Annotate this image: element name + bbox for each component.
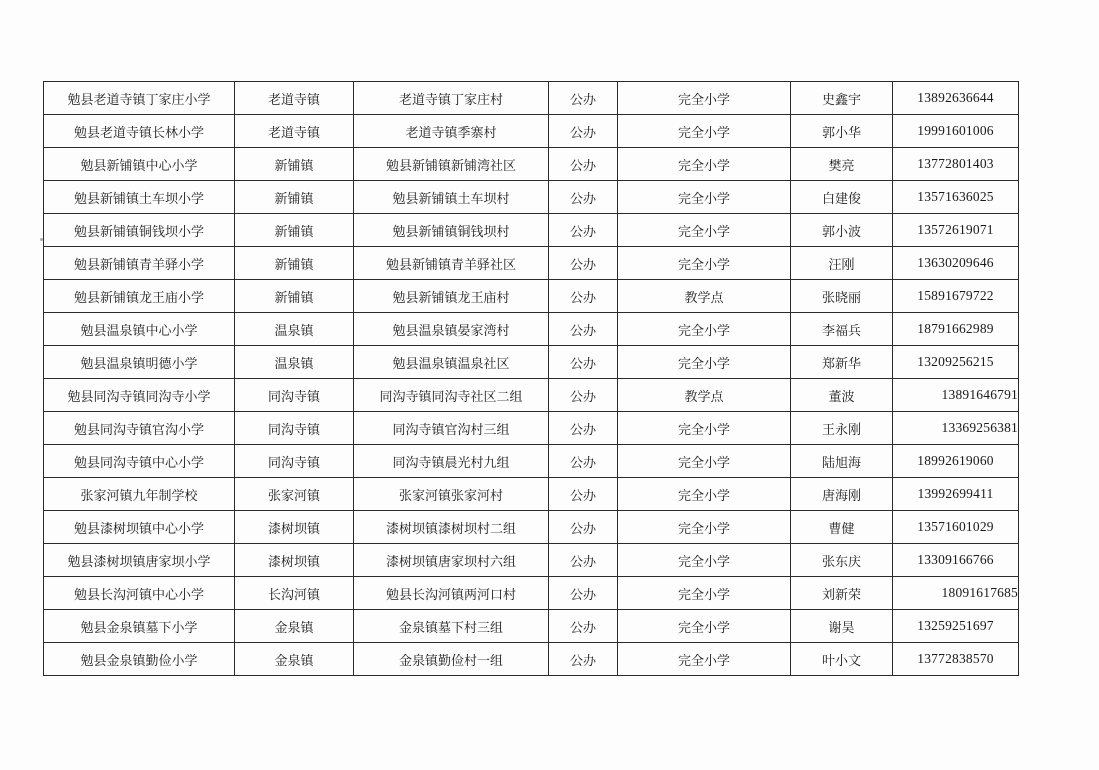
phone-cell: 13571636025 — [893, 181, 1019, 214]
contact-person-cell: 白建俊 — [791, 181, 893, 214]
school-name-cell: 勉县同沟寺镇官沟小学 — [44, 412, 235, 445]
address-cell: 勉县长沟河镇两河口村 — [354, 577, 549, 610]
school-name-cell: 勉县金泉镇勤俭小学 — [44, 643, 235, 676]
phone-cell: 13309166766 — [893, 544, 1019, 577]
table-row — [44, 379, 1019, 412]
school-name-cell: 勉县温泉镇中心小学 — [44, 313, 235, 346]
school-category-cell: 完全小学 — [618, 148, 791, 181]
school-name-cell: 勉县金泉镇墓下小学 — [44, 610, 235, 643]
school-category-cell: 完全小学 — [618, 544, 791, 577]
table-row — [44, 544, 1019, 577]
address-cell: 勉县新铺镇新铺湾社区 — [354, 148, 549, 181]
table-row — [44, 115, 1019, 148]
address-cell: 金泉镇墓下村三组 — [354, 610, 549, 643]
town-cell: 温泉镇 — [235, 313, 354, 346]
town-cell: 温泉镇 — [235, 346, 354, 379]
school-name-cell: 勉县新铺镇龙王庙小学 — [44, 280, 235, 313]
school-category-cell: 完全小学 — [618, 643, 791, 676]
address-cell: 勉县新铺镇龙王庙村 — [354, 280, 549, 313]
table-row — [44, 247, 1019, 280]
school-category-cell: 完全小学 — [618, 115, 791, 148]
school-name-cell: 张家河镇九年制学校 — [44, 478, 235, 511]
town-cell: 新铺镇 — [235, 148, 354, 181]
address-cell: 老道寺镇季寨村 — [354, 115, 549, 148]
ownership-type-cell: 公办 — [549, 280, 618, 313]
address-cell: 勉县新铺镇青羊驿社区 — [354, 247, 549, 280]
ownership-type-cell: 公办 — [549, 478, 618, 511]
table-row — [44, 313, 1019, 346]
table-row — [44, 478, 1019, 511]
phone-cell: 19991601006 — [893, 115, 1019, 148]
school-category-cell: 完全小学 — [618, 511, 791, 544]
contact-person-cell: 陆旭海 — [791, 445, 893, 478]
town-cell: 漆树坝镇 — [235, 544, 354, 577]
address-cell: 勉县新铺镇土车坝村 — [354, 181, 549, 214]
contact-person-cell: 樊亮 — [791, 148, 893, 181]
school-category-cell: 完全小学 — [618, 445, 791, 478]
school-name-cell: 勉县新铺镇土车坝小学 — [44, 181, 235, 214]
ownership-type-cell: 公办 — [549, 412, 618, 445]
table-row — [44, 280, 1019, 313]
town-cell: 同沟寺镇 — [235, 412, 354, 445]
contact-person-cell: 张东庆 — [791, 544, 893, 577]
phone-cell: 15891679722 — [893, 280, 1019, 313]
ownership-type-cell: 公办 — [549, 511, 618, 544]
phone-cell: 13772801403 — [893, 148, 1019, 181]
contact-person-cell: 董波 — [791, 379, 893, 412]
address-cell: 勉县新铺镇铜钱坝村 — [354, 214, 549, 247]
school-name-cell: 勉县漆树坝镇唐家坝小学 — [44, 544, 235, 577]
address-cell: 同沟寺镇同沟寺社区二组 — [354, 379, 549, 412]
address-cell: 老道寺镇丁家庄村 — [354, 82, 549, 115]
table-row — [44, 148, 1019, 181]
address-cell: 勉县温泉镇晏家湾村 — [354, 313, 549, 346]
ownership-type-cell: 公办 — [549, 313, 618, 346]
contact-person-cell: 郭小华 — [791, 115, 893, 148]
school-name-cell: 勉县新铺镇中心小学 — [44, 148, 235, 181]
ownership-type-cell: 公办 — [549, 643, 618, 676]
town-cell: 老道寺镇 — [235, 82, 354, 115]
school-name-cell: 勉县老道寺镇丁家庄小学 — [44, 82, 235, 115]
school-category-cell: 完全小学 — [618, 313, 791, 346]
school-name-cell: 勉县老道寺镇长林小学 — [44, 115, 235, 148]
town-cell: 同沟寺镇 — [235, 379, 354, 412]
ownership-type-cell: 公办 — [549, 148, 618, 181]
phone-cell: 18992619060 — [893, 445, 1019, 478]
ownership-type-cell: 公办 — [549, 544, 618, 577]
school-category-cell: 完全小学 — [618, 412, 791, 445]
contact-person-cell: 郑新华 — [791, 346, 893, 379]
contact-person-cell: 史鑫宇 — [791, 82, 893, 115]
ownership-type-cell: 公办 — [549, 214, 618, 247]
contact-person-cell: 张晓丽 — [791, 280, 893, 313]
school-name-cell: 勉县同沟寺镇同沟寺小学 — [44, 379, 235, 412]
contact-person-cell: 曹健 — [791, 511, 893, 544]
town-cell: 长沟河镇 — [235, 577, 354, 610]
ownership-type-cell: 公办 — [549, 346, 618, 379]
phone-cell: 13992699411 — [893, 478, 1019, 511]
ownership-type-cell: 公办 — [549, 577, 618, 610]
table-row — [44, 412, 1019, 445]
ownership-type-cell: 公办 — [549, 181, 618, 214]
table-row — [44, 511, 1019, 544]
phone-cell: 13369256381 — [893, 412, 1019, 445]
phone-cell: 13630209646 — [893, 247, 1019, 280]
school-name-cell: 勉县长沟河镇中心小学 — [44, 577, 235, 610]
ownership-type-cell: 公办 — [549, 379, 618, 412]
school-category-cell: 完全小学 — [618, 214, 791, 247]
town-cell: 新铺镇 — [235, 214, 354, 247]
table-row — [44, 181, 1019, 214]
school-table — [43, 81, 1019, 676]
address-cell: 勉县温泉镇温泉社区 — [354, 346, 549, 379]
school-category-cell: 完全小学 — [618, 610, 791, 643]
school-name-cell: 勉县新铺镇青羊驿小学 — [44, 247, 235, 280]
phone-cell: 13571601029 — [893, 511, 1019, 544]
ownership-type-cell: 公办 — [549, 82, 618, 115]
school-category-cell: 完全小学 — [618, 577, 791, 610]
address-cell: 同沟寺镇晨光村九组 — [354, 445, 549, 478]
school-category-cell: 完全小学 — [618, 346, 791, 379]
ownership-type-cell: 公办 — [549, 247, 618, 280]
address-cell: 漆树坝镇唐家坝村六组 — [354, 544, 549, 577]
phone-cell: 13891646791 — [893, 379, 1019, 412]
contact-person-cell: 刘新荣 — [791, 577, 893, 610]
town-cell: 老道寺镇 — [235, 115, 354, 148]
contact-person-cell: 王永刚 — [791, 412, 893, 445]
table-row — [44, 610, 1019, 643]
table-row — [44, 643, 1019, 676]
school-category-cell: 完全小学 — [618, 247, 791, 280]
contact-person-cell: 谢昊 — [791, 610, 893, 643]
phone-cell: 13259251697 — [893, 610, 1019, 643]
table-body — [44, 82, 1019, 676]
school-name-cell: 勉县漆树坝镇中心小学 — [44, 511, 235, 544]
table-row — [44, 445, 1019, 478]
phone-cell: 18791662989 — [893, 313, 1019, 346]
town-cell: 同沟寺镇 — [235, 445, 354, 478]
table-row — [44, 214, 1019, 247]
address-cell: 同沟寺镇官沟村三组 — [354, 412, 549, 445]
ownership-type-cell: 公办 — [549, 610, 618, 643]
town-cell: 漆树坝镇 — [235, 511, 354, 544]
address-cell: 漆树坝镇漆树坝村二组 — [354, 511, 549, 544]
address-cell: 张家河镇张家河村 — [354, 478, 549, 511]
table-row — [44, 346, 1019, 379]
phone-cell: 13209256215 — [893, 346, 1019, 379]
address-cell: 金泉镇勤俭村一组 — [354, 643, 549, 676]
contact-person-cell: 叶小文 — [791, 643, 893, 676]
town-cell: 张家河镇 — [235, 478, 354, 511]
town-cell: 金泉镇 — [235, 643, 354, 676]
town-cell: 新铺镇 — [235, 181, 354, 214]
phone-cell: 13572619071 — [893, 214, 1019, 247]
town-cell: 新铺镇 — [235, 247, 354, 280]
contact-person-cell: 汪刚 — [791, 247, 893, 280]
phone-cell: 13892636644 — [893, 82, 1019, 115]
school-category-cell: 完全小学 — [618, 181, 791, 214]
school-category-cell: 完全小学 — [618, 478, 791, 511]
phone-cell: 13772838570 — [893, 643, 1019, 676]
school-category-cell: 完全小学 — [618, 82, 791, 115]
town-cell: 金泉镇 — [235, 610, 354, 643]
school-name-cell: 勉县新铺镇铜钱坝小学 — [44, 214, 235, 247]
contact-person-cell: 郭小波 — [791, 214, 893, 247]
town-cell: 新铺镇 — [235, 280, 354, 313]
table-row — [44, 577, 1019, 610]
phone-cell: 18091617685 — [893, 577, 1019, 610]
school-category-cell: 教学点 — [618, 379, 791, 412]
school-name-cell: 勉县同沟寺镇中心小学 — [44, 445, 235, 478]
contact-person-cell: 李福兵 — [791, 313, 893, 346]
school-category-cell: 教学点 — [618, 280, 791, 313]
table-row — [44, 82, 1019, 115]
ownership-type-cell: 公办 — [549, 115, 618, 148]
contact-person-cell: 唐海刚 — [791, 478, 893, 511]
ownership-type-cell: 公办 — [549, 445, 618, 478]
school-name-cell: 勉县温泉镇明德小学 — [44, 346, 235, 379]
